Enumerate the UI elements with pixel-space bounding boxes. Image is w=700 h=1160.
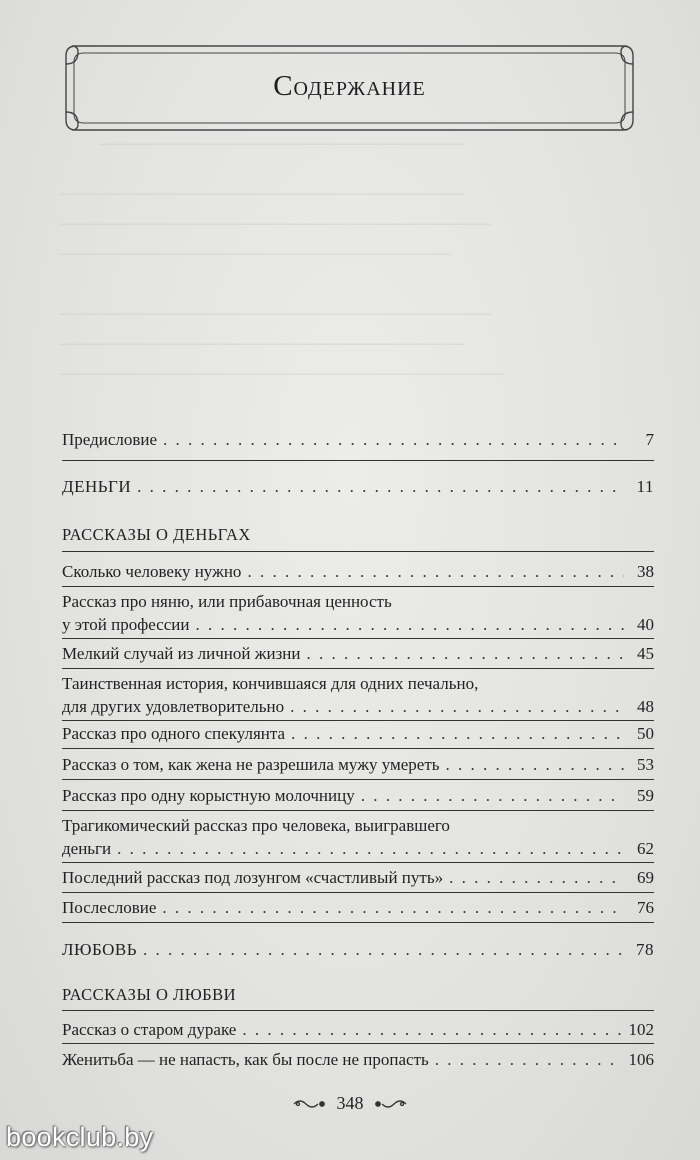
toc-entry-page: 48 — [637, 697, 654, 716]
toc-entry-page: 69 — [637, 868, 654, 887]
toc-entry-title: Предисловие — [62, 430, 158, 449]
toc-entry-page: 40 — [637, 615, 654, 634]
toc-entry[interactable] — [62, 560, 654, 583]
toc-entry[interactable] — [62, 866, 654, 889]
dot-leader — [242, 1018, 622, 1041]
divider — [62, 586, 654, 587]
dot-leader — [117, 837, 624, 860]
divider — [62, 551, 654, 552]
dot-leader — [143, 938, 624, 961]
toc-entry-page: 78 — [636, 940, 654, 959]
divider — [62, 862, 654, 863]
toc-entry-page: 62 — [637, 839, 654, 858]
toc-entry-page: 38 — [637, 562, 654, 581]
dot-leader — [446, 753, 624, 776]
page-title: Содержание — [273, 70, 426, 102]
dot-leader — [361, 784, 624, 807]
toc-entry[interactable] — [62, 814, 654, 860]
divider — [62, 668, 654, 669]
toc-entry-page: 7 — [645, 430, 654, 449]
divider — [62, 892, 654, 893]
toc-entry[interactable] — [62, 753, 654, 776]
dot-leader — [449, 866, 624, 889]
divider — [62, 922, 654, 923]
divider — [62, 779, 654, 780]
toc-section-title — [62, 983, 654, 1006]
show-through-text: ─────────────────────────── ────────────────────────────── ──────────────────────────────── ───────────────────────────── ──────────────────────────────── ────────────────────────────── ───────────────────────────────── — [60, 134, 505, 385]
divider — [62, 460, 654, 461]
toc-entry-title: Женитьба — не напасть, как бы после не пропасть — [62, 1050, 429, 1069]
toc-entry[interactable] — [62, 1018, 654, 1041]
divider — [62, 810, 654, 811]
toc-entry-title: Сколько человеку нужно — [62, 562, 242, 581]
toc-part-heading[interactable] — [62, 938, 654, 961]
toc-entry[interactable] — [62, 672, 654, 718]
dot-leader — [163, 428, 624, 451]
toc-entry[interactable] — [62, 590, 654, 636]
divider — [62, 1043, 654, 1044]
toc-entry-title: Последний рассказ под лозунгом «счастливый путь» — [62, 868, 444, 887]
divider — [62, 638, 654, 639]
ornament-left-icon — [292, 1097, 326, 1111]
toc-entry[interactable] — [62, 722, 654, 745]
dot-leader — [137, 475, 624, 498]
toc-entry-title-line: Трагикомический рассказ про человека, выигравшего — [62, 816, 450, 835]
toc-part-title: ДЕНЬГИ — [62, 477, 132, 496]
toc-entry-title: Рассказ о том, как жена не разрешила мужу умереть — [62, 755, 440, 774]
toc-entry-title: Послесловие — [62, 898, 157, 917]
title-frame — [62, 42, 637, 134]
toc-entry-title-line: Таинственная история, кончившаяся для одних печально, — [62, 674, 479, 693]
toc-section-title — [62, 523, 654, 546]
divider — [62, 748, 654, 749]
watermark: bookclub.by — [6, 1122, 154, 1152]
toc-entry-title-line: Рассказ про няню, или прибавочная ценность — [62, 592, 392, 611]
page-number: 348 — [336, 1093, 364, 1114]
toc-entry-title: для других удовлетворительно — [62, 697, 285, 716]
toc-section-label: РАССКАЗЫ О ДЕНЬГАХ — [62, 525, 251, 544]
dot-leader — [162, 896, 624, 919]
toc-part-title: ЛЮБОВЬ — [62, 940, 138, 959]
divider — [62, 720, 654, 721]
toc-entry[interactable] — [62, 642, 654, 665]
toc-entry-page: 53 — [637, 755, 654, 774]
toc-entry[interactable] — [62, 1048, 654, 1071]
toc-part-heading[interactable] — [62, 475, 654, 498]
toc-entry-page: 59 — [637, 786, 654, 805]
toc-entry-title: Рассказ о старом дураке — [62, 1020, 237, 1039]
toc-entry-title: у этой профессии — [62, 615, 190, 634]
toc-entry-title: Рассказ про одного спекулянта — [62, 724, 286, 743]
ornament-right-icon — [374, 1097, 408, 1111]
toc-entry-page: 102 — [628, 1020, 654, 1039]
toc-entry-title: Рассказ про одну корыстную молочницу — [62, 786, 355, 805]
toc-entry-page: 106 — [628, 1050, 654, 1069]
dot-leader — [435, 1048, 623, 1071]
toc-entry-page: 45 — [637, 644, 654, 663]
toc-entry[interactable] — [62, 428, 654, 451]
divider — [62, 1010, 654, 1011]
toc-entry-page: 50 — [637, 724, 654, 743]
toc-entry-title: Мелкий случай из личной жизни — [62, 644, 301, 663]
toc-entry-title: деньги — [62, 839, 112, 858]
dot-leader — [290, 695, 624, 718]
dot-leader — [195, 613, 624, 636]
toc-entry-page: 11 — [636, 477, 654, 496]
dot-leader — [291, 722, 624, 745]
toc-entry[interactable] — [62, 896, 654, 919]
toc-entry[interactable] — [62, 784, 654, 807]
page-footer — [0, 1092, 700, 1114]
toc-section-label: РАССКАЗЫ О ЛЮБВИ — [62, 985, 237, 1004]
dot-leader — [247, 560, 624, 583]
dot-leader — [307, 642, 625, 665]
toc-entry-page: 76 — [637, 898, 654, 917]
